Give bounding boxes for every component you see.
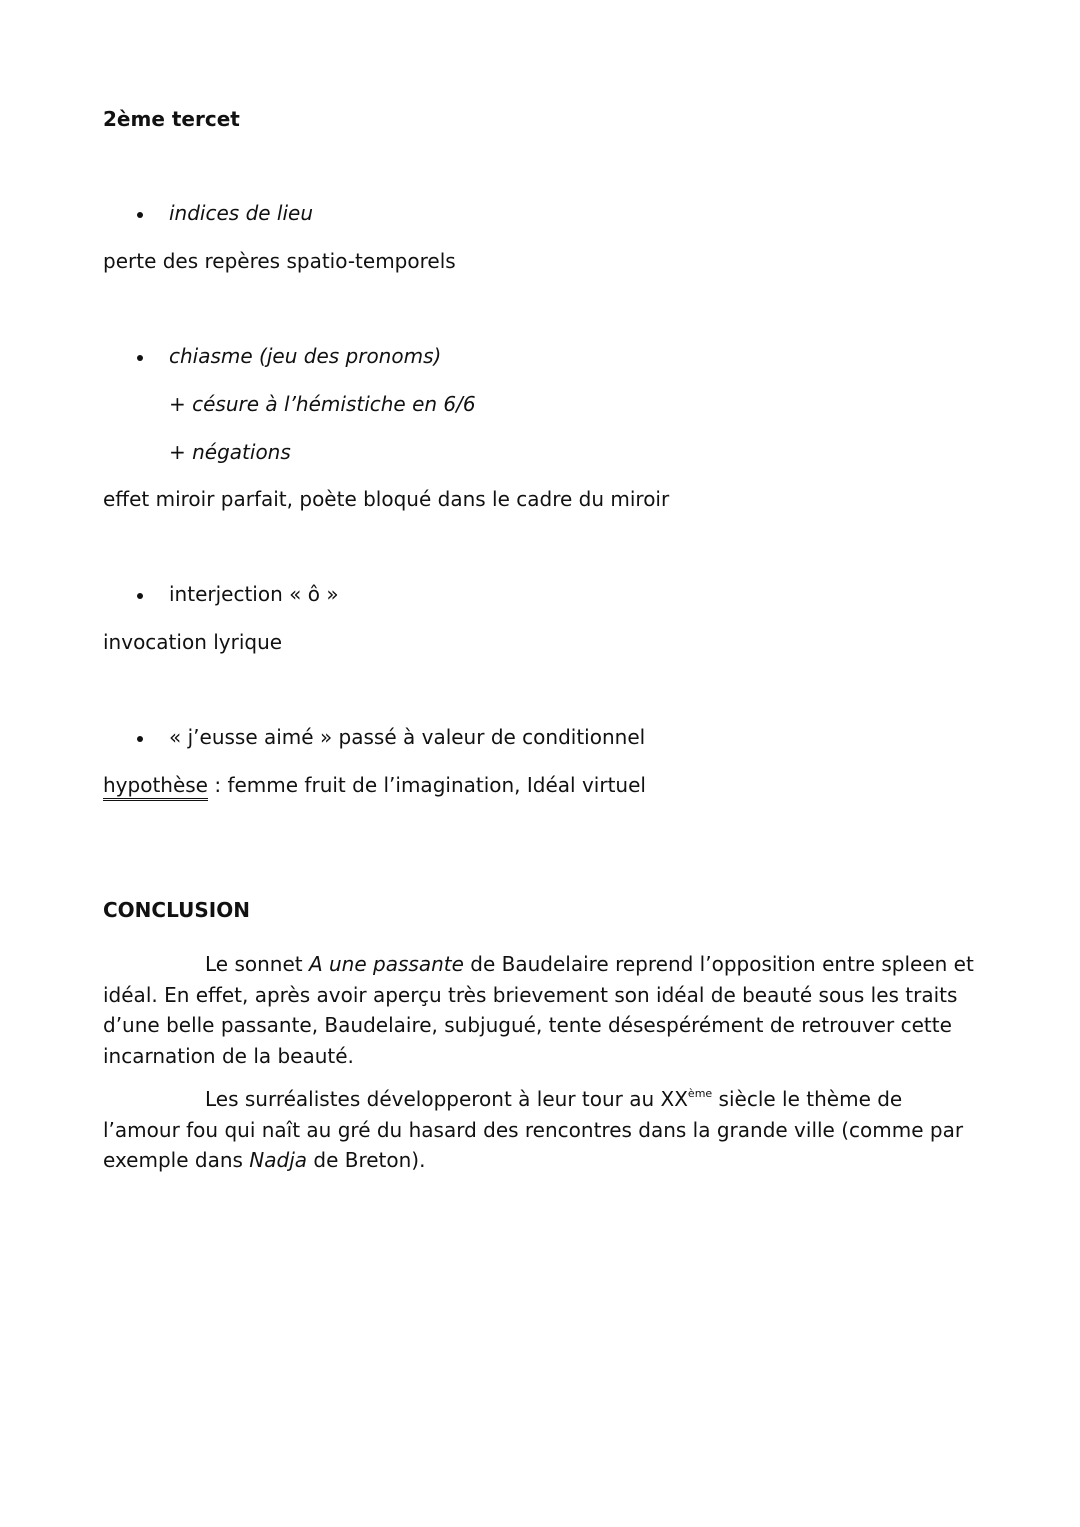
bullet-dot bbox=[137, 593, 143, 599]
p2-text-a: Les surréalistes développeront à leur tour au XX bbox=[205, 1087, 688, 1111]
hypothese-label: hypothèse bbox=[103, 773, 208, 801]
conclusion-title: CONCLUSION bbox=[103, 898, 250, 922]
bullet-item-interjection: interjection « ô » bbox=[169, 582, 339, 606]
bullet-item-lieu: indices de lieu bbox=[169, 201, 314, 225]
bullet-item-chiasme: chiasme (jeu des pronoms) bbox=[169, 344, 442, 368]
comment-miroir: effet miroir parfait, poète bloqué dans le cadre du miroir bbox=[103, 487, 670, 511]
p1-text-b: de Baudelaire reprend l’opposition entre spleen et idéal. En effet, après avoir aperçu très brievement son idéal de beauté sous les traits d’une belle passante, Baudelaire, subjugué, tente désespérément de retrouver cette incarnation de la beauté. bbox=[103, 952, 974, 1068]
p1-title-italic: A une passante bbox=[308, 952, 464, 976]
p2-text-b: siècle le thème de l’amour fou qui naît au gré du hasard des rencontres dans la grande ville (comme par exemple dans bbox=[103, 1087, 964, 1172]
section-title: 2ème tercet bbox=[103, 107, 240, 131]
sub-line-negations: + négations bbox=[169, 440, 291, 464]
bullet-dot bbox=[137, 355, 143, 361]
bullet-dot bbox=[137, 736, 143, 742]
p2-superscript: ème bbox=[687, 1087, 713, 1100]
conclusion-paragraph-1 bbox=[103, 949, 983, 1071]
bullet-item-conditionnel: « j’eusse aimé » passé à valeur de conditionnel bbox=[169, 725, 646, 749]
p2-title-italic: Nadja bbox=[249, 1148, 308, 1172]
hypothese-rest: : femme fruit de l’imagination, Idéal virtuel bbox=[208, 773, 646, 797]
comment-invocation: invocation lyrique bbox=[103, 630, 283, 654]
comment-hypothese bbox=[103, 773, 646, 797]
comment-lieu: perte des repères spatio-temporels bbox=[103, 249, 456, 273]
sub-line-cesure: + césure à l’hémistiche en 6/6 bbox=[169, 392, 476, 416]
p1-text-a: Le sonnet bbox=[205, 952, 309, 976]
p2-text-c: de Breton). bbox=[307, 1148, 426, 1172]
conclusion-paragraph-2 bbox=[103, 1084, 983, 1176]
bullet-dot bbox=[137, 212, 143, 218]
